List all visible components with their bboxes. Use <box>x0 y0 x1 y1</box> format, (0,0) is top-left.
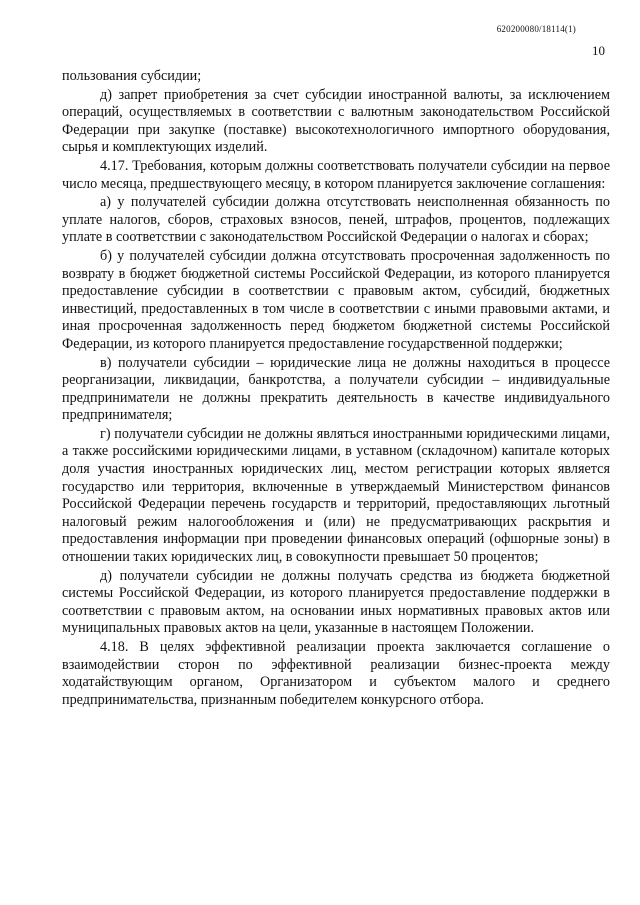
paragraph-item-g: г) получатели субсидии не должны являться иностранными юридическими лицами, а также российскими юридическими лицами, в уставном (складочном) капитале которых доля участия иностранных юридических лиц, местом регистрации которых является государство или территория, включенные в утверждаемый Министерством финансов Российской Федерации перечень государств и территорий, предоставляющих льготный налоговый режим налогообложения и (или) не предусматривающих раскрытия и предоставления информации при проведении финансовых операций (офшорные зоны) в отношении таких юридических лиц, в совокупности превышает 50 процентов; <box>62 425 610 566</box>
paragraph-item-b: б) у получателей субсидии должна отсутствовать просроченная задолженность по возврату в бюджет бюджетной системы Российской Федерации, из которого планируется предоставление субсидии в соответствии с правовым актом, субсидий, бюджетных инвестиций, предоставленных в том числе в соответствии с иными правовыми актами, и иная просроченная задолженность перед бюджетом бюджетной системы Российской Федерации, из которого планируется предоставление государственной поддержки; <box>62 247 610 352</box>
paragraph-item-a: а) у получателей субсидии должна отсутствовать неисполненная обязанность по уплате налогов, сборов, страховых взносов, пеней, штрафов, процентов, подлежащих уплате в соответствии с законодательством Российской Федерации о налогах и сборах; <box>62 194 610 246</box>
paragraph-item-v: в) получатели субсидии – юридические лица не должны находиться в процессе реорганизации, ликвидации, банкротства, а получатели субсидии – индивидуальные предприниматели не должны прекратить деятельность в качестве индивидуального предпринимателя; <box>62 354 610 424</box>
page-number: 10 <box>592 43 605 58</box>
paragraph-item-d-currency: д) запрет приобретения за счет субсидии иностранной валюты, за исключением операций, осуществляемых в соответствии с валютным законодательством Российской Федерации при закупке (поставке) высокотехнологичного импортного оборудования, сырья и комплектующих изделий. <box>62 86 610 156</box>
document-body <box>62 68 610 710</box>
paragraph-item-d-funds: д) получатели субсидии не должны получать средства из бюджета бюджетной системы Российской Федерации, из которого планируется предоставление поддержки в соответствии с правовым актом, на основании иных нормативных правовых актов или муниципальных правовых актов на цели, указанные в настоящем Положении. <box>62 567 610 637</box>
paragraph-continuation: пользования субсидии; <box>62 68 202 84</box>
document-id: 620200080/18114(1) <box>496 24 576 34</box>
paragraph-4-18: 4.18. В целях эффективной реализации проекта заключается соглашение о взаимодействии сторон по эффективной реализации бизнес-проекта между ходатайствующим органом, Организатором и субъектом малого и среднего предпринимательства, признанным победителем конкурсного отбора. <box>62 639 610 708</box>
paragraph-4-17: 4.17. Требования, которым должны соответствовать получатели субсидии на первое число месяца, предшествующего месяцу, в котором планируется заключение соглашения: <box>62 157 610 192</box>
